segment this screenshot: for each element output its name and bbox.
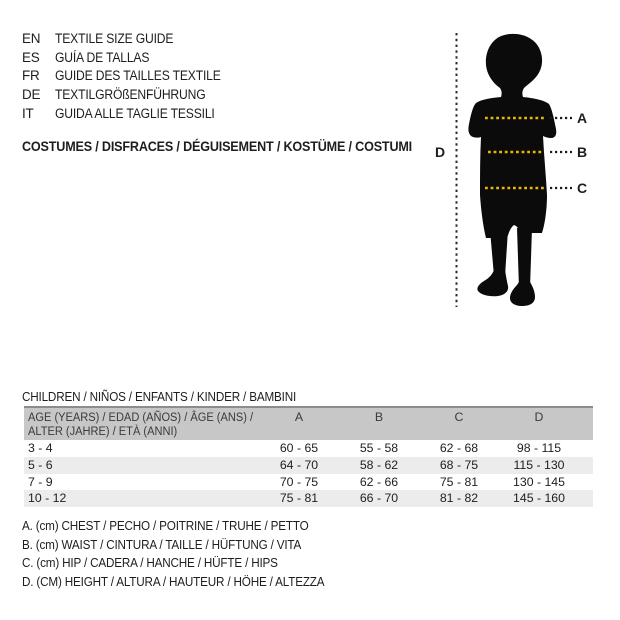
- size-figure: [430, 25, 600, 320]
- legend-hip: [22, 554, 358, 573]
- waist-range: 62 - 66: [359, 474, 399, 489]
- category-title-text: COSTUMES / DISFRACES / DÉGUISEMENT / KOSTÜME / COSTUMI: [22, 138, 413, 154]
- section-title-children: [22, 389, 327, 404]
- child-body-shape: [468, 34, 556, 238]
- language-code: IT: [22, 105, 34, 121]
- hip-range: 62 - 68: [439, 441, 479, 456]
- legend-chest-text: A. (cm) CHEST / PECHO / POITRINE / TRUHE / PETTO: [22, 518, 309, 533]
- age-header-line2: ALTER (JAHRE) / ETÀ (ANNI): [28, 424, 178, 439]
- language-row-it: [22, 105, 239, 124]
- chest-range: 75 - 81: [279, 491, 319, 506]
- height-range: 145 - 160: [513, 491, 565, 506]
- measure-label-c: C: [577, 180, 588, 196]
- legend-chest: [22, 517, 358, 536]
- hip-range: 75 - 81: [439, 474, 479, 489]
- language-code: FR: [22, 68, 40, 84]
- chest-range: 64 - 70: [279, 458, 319, 472]
- height-range: 115 - 130: [513, 458, 565, 472]
- age-column-header: [24, 410, 259, 438]
- column-header-d: D: [534, 410, 544, 424]
- language-row-de: [22, 86, 239, 105]
- legend-waist: [22, 536, 358, 555]
- language-label: TEXTILE SIZE GUIDE: [55, 31, 174, 46]
- category-title: [22, 138, 455, 154]
- child-right-leg: [517, 228, 532, 288]
- child-right-foot: [510, 282, 535, 306]
- table-row-age-3-4: [24, 440, 593, 457]
- hip-range: 81 - 82: [439, 491, 479, 506]
- hip-range: 68 - 75: [439, 458, 479, 472]
- size-table-header-row: [24, 408, 593, 440]
- table-row-age-7-9: [24, 474, 593, 491]
- legend-height: [22, 573, 358, 592]
- language-label: GUIDE DES TAILLES TEXTILE: [55, 68, 221, 84]
- waist-range: 66 - 70: [359, 491, 399, 506]
- age-range: 10 - 12: [28, 491, 67, 506]
- language-code: DE: [22, 87, 41, 103]
- child-left-leg: [490, 230, 508, 276]
- language-code: ES: [22, 49, 40, 65]
- language-label: TEXTILGRÖßENFÜHRUNG: [55, 87, 206, 103]
- child-silhouette: [468, 34, 556, 306]
- child-silhouette-diagram: [430, 25, 600, 320]
- age-range: 3 - 4: [28, 441, 53, 456]
- measure-label-a: A: [577, 110, 588, 126]
- chest-range: 60 - 65: [279, 441, 319, 456]
- language-code: EN: [22, 31, 41, 46]
- age-range: 7 - 9: [28, 474, 53, 489]
- waist-range: 58 - 62: [359, 458, 399, 472]
- age-header-line1: AGE (YEARS) / EDAD (AÑOS) / ÂGE (ANS) /: [28, 410, 254, 424]
- legend-waist-text: B. (cm) WAIST / CINTURA / TAILLE / HÜFTUNG / VITA: [22, 536, 302, 552]
- height-range: 130 - 145: [513, 474, 565, 489]
- language-row-es: [22, 49, 239, 68]
- language-row-fr: [22, 67, 239, 86]
- chest-range: 70 - 75: [279, 474, 319, 489]
- measure-label-d: D: [435, 144, 446, 160]
- size-table: [24, 406, 593, 507]
- column-header-c: C: [454, 410, 464, 424]
- column-header-b: B: [374, 410, 384, 424]
- language-label: GUIDA ALLE TAGLIE TESSILI: [55, 105, 215, 121]
- language-row-en: [22, 30, 239, 49]
- height-range: 98 - 115: [516, 441, 562, 456]
- language-label: GUÍA DE TALLAS: [55, 49, 150, 65]
- waist-range: 55 - 58: [359, 441, 399, 456]
- table-row-age-5-6: [24, 457, 593, 474]
- column-header-a: A: [294, 410, 304, 424]
- legend-hip-text: C. (cm) HIP / CADERA / HANCHE / HÜFTE / HIPS: [22, 555, 278, 571]
- language-list: [22, 30, 239, 123]
- child-left-foot: [477, 270, 508, 296]
- age-range: 5 - 6: [28, 458, 53, 472]
- measure-legend: [22, 517, 358, 592]
- measure-label-b: B: [577, 144, 588, 160]
- legend-height-text: D. (CM) HEIGHT / ALTURA / HAUTEUR / HÖHE / ALTEZZA: [22, 574, 325, 590]
- table-row-age-10-12: [24, 490, 593, 507]
- section-title-text: CHILDREN / NIÑOS / ENFANTS / KINDER / BAMBINI: [22, 389, 297, 404]
